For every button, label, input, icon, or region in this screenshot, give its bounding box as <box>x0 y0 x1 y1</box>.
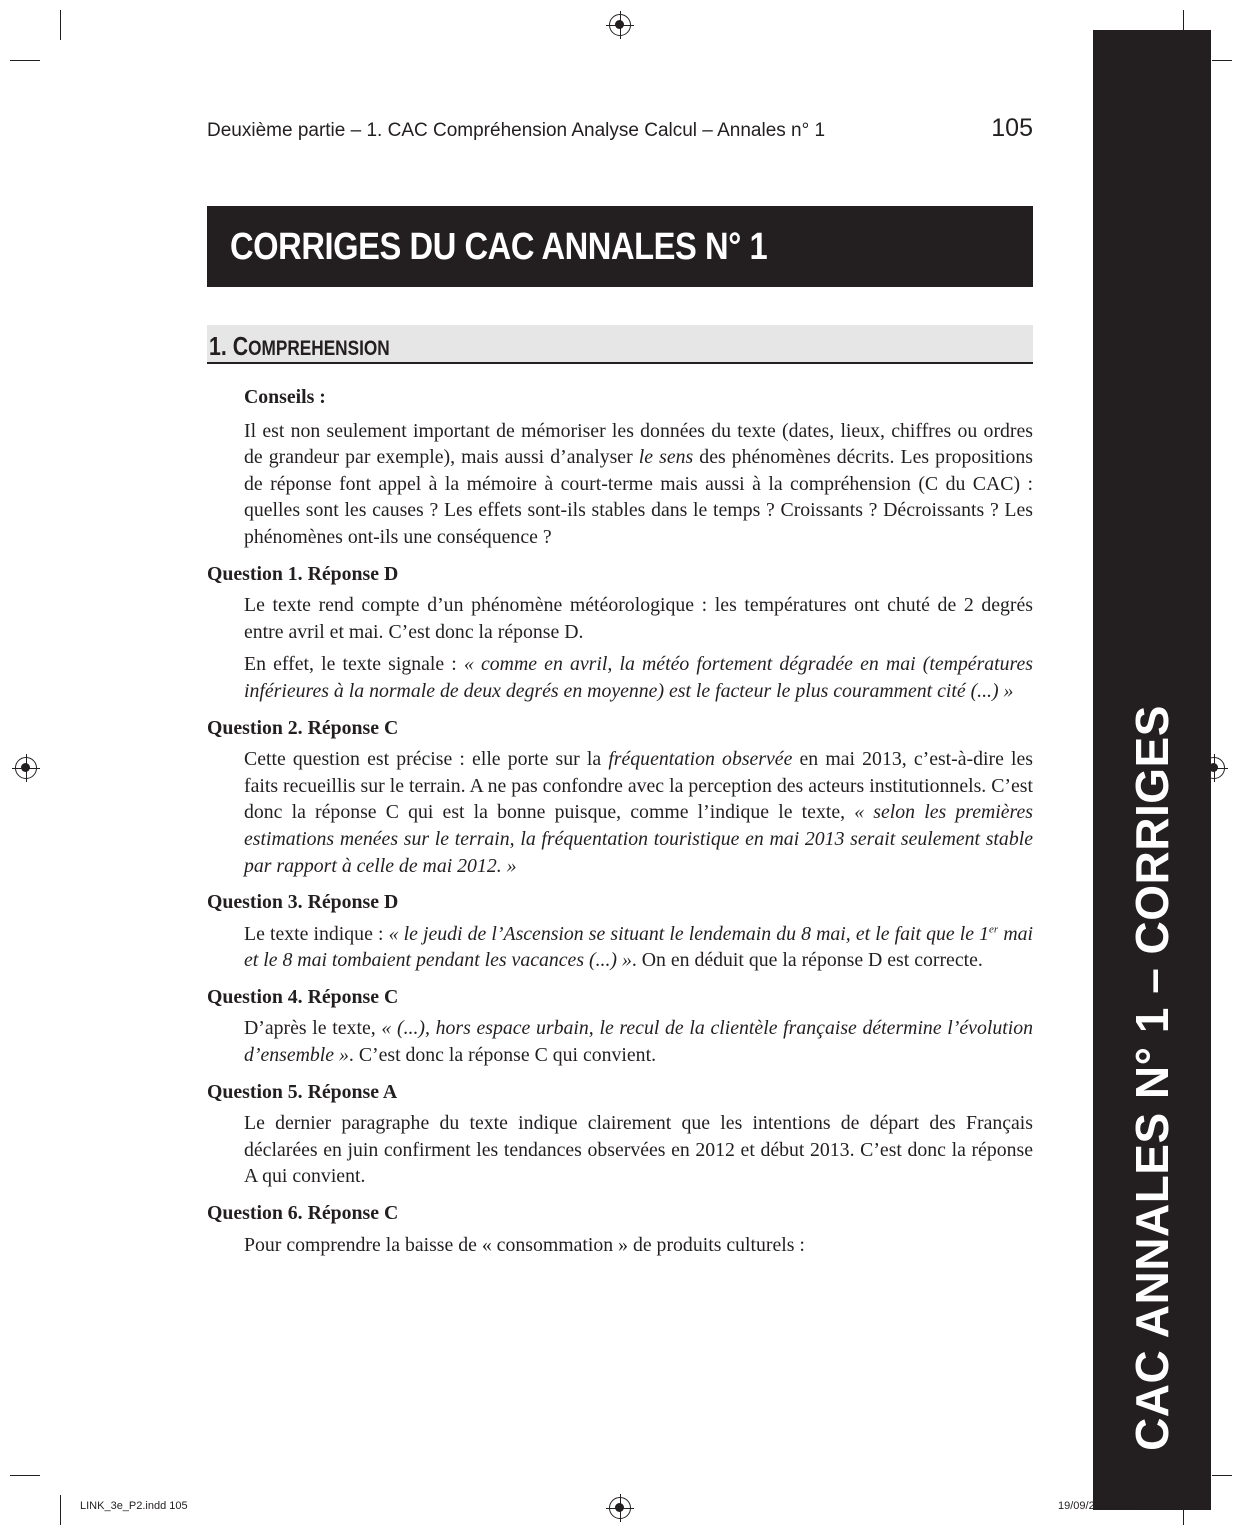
section-number: 1. <box>209 331 227 361</box>
conseils-paragraph <box>244 418 1033 551</box>
registration-mark-icon <box>609 14 631 36</box>
q4-text-b: . C’est donc la réponse C qui convient. <box>348 1044 657 1067</box>
section-first-letter: C <box>232 331 249 361</box>
question-1-heading: Question 1. Réponse D <box>207 562 399 585</box>
crop-mark <box>60 10 61 40</box>
conseils-text-b: des phénomènes décrits. Les propositions de réponse font appel à la mémoire à court-terme mais aussi à la compréhension (C du CAC) : quelles sont les causes ? Les effets sont-ils stables dans le temps ? Croissants ? Décroissants ? Les phénomènes ont-ils une conséquence ? <box>244 446 1033 548</box>
question-3-heading: Question 3. Réponse D <box>207 891 399 914</box>
q4-quote: « (...), hors espace urbain, le recul de la clientèle française détermine l’évolution d’ensemble » <box>244 1017 1033 1067</box>
q1-quote: « comme en avril, la météo fortement dégradée en mai (températures inférieures à la normale de deux degrés en moyenne) est le facteur le plus couramment cité (...) » <box>244 653 1033 702</box>
conseils-text-a: Il est non seulement important de mémoriser les données du texte (dates, lieux, chiffres ou ordres de grandeur par exemple), mais aussi d’analyser <box>244 419 1033 469</box>
q3-quote-b: mai et le 8 mai tombaient pendant les vacances (...) » <box>244 922 1033 972</box>
q2-text-b: en mai 2013, c’est-à-dire les faits recueillis sur le terrain. A ne pas confondre avec la perception des acteurs institutionnels. C’est donc la réponse C qui est la bonne puisque, comme l’indique le texte, <box>244 748 1034 824</box>
question-6-heading: Question 6. Réponse C <box>207 1202 399 1225</box>
question-2-heading: Question 2. Réponse C <box>207 716 399 739</box>
question-6-paragraph: Pour comprendre la baisse de « consommation » de produits culturels : <box>244 1233 805 1256</box>
q1-text: En effet, le texte signale : <box>244 653 464 676</box>
running-head-text: Deuxième partie – 1. CAC Compréhension Analyse Calcul – Annales n° 1 <box>207 120 826 141</box>
side-tab <box>1093 30 1211 1510</box>
crop-mark <box>1212 60 1232 61</box>
q3-superscript: er <box>989 923 999 936</box>
q3-quote-a: « le jeudi de l’Ascension se situant le lendemain du 8 mai, et le fait que le 1 <box>388 922 990 945</box>
q3-text-a: Le texte indique : <box>244 922 389 945</box>
section-heading <box>207 325 1033 364</box>
slug-date: 19/09/2014 15:56 <box>1058 1500 1144 1512</box>
question-3-paragraph <box>244 921 1033 974</box>
section-title <box>209 331 390 362</box>
crop-mark <box>60 1495 61 1525</box>
q2-text-a: Cette question est précise : elle porte sur la <box>244 748 609 771</box>
page-number: 105 <box>991 114 1033 142</box>
q2-quote: « selon les premières estimations menées sur le terrain, la fréquentation touristique en mai 2013 serait seulement stable par rapport à celle de mai 2012. » <box>244 801 1034 877</box>
registration-mark-icon <box>15 757 37 779</box>
main-content <box>207 384 1033 1258</box>
question-4-paragraph <box>244 1015 1033 1068</box>
side-tab-text: CAC ANNALES N° 1 – CORRIGES <box>1126 705 1178 1451</box>
crop-mark <box>1212 1475 1232 1476</box>
title-bar <box>207 206 1033 287</box>
q4-text-a: D’après le texte, <box>244 1017 382 1040</box>
page-title: CORRIGES DU CAC ANNALES N° 1 <box>230 226 768 268</box>
conseils-italic: le sens <box>638 446 694 469</box>
question-5-paragraph: Le dernier paragraphe du texte indique clairement que les intentions de départ des Français déclarées en juin confirment les tendances observées en 2012 et début 2013. C’est donc la réponse A qui convient. <box>244 1112 1033 1188</box>
crop-mark <box>10 1475 40 1476</box>
question-1-paragraph-2 <box>244 651 1033 704</box>
registration-mark-icon <box>609 1497 631 1519</box>
slug-file: LINK_3e_P2.indd 105 <box>80 1500 188 1512</box>
q2-italic: fréquentation observée <box>608 748 793 771</box>
section-rest: OMPREHENSION <box>248 337 390 360</box>
question-5-heading: Question 5. Réponse A <box>207 1080 398 1103</box>
question-4-heading: Question 4. Réponse C <box>207 985 399 1008</box>
question-2-paragraph <box>244 746 1033 879</box>
running-head <box>207 114 1033 146</box>
q3-text-b: . On en déduit que la réponse D est correcte. <box>631 949 983 972</box>
crop-mark <box>10 60 40 61</box>
conseils-heading: Conseils : <box>244 386 326 408</box>
question-1-paragraph-1: Le texte rend compte d’un phénomène météorologique : les températures ont chuté de 2 degrés entre avril et mai. C’est donc la réponse D. <box>244 594 1033 643</box>
